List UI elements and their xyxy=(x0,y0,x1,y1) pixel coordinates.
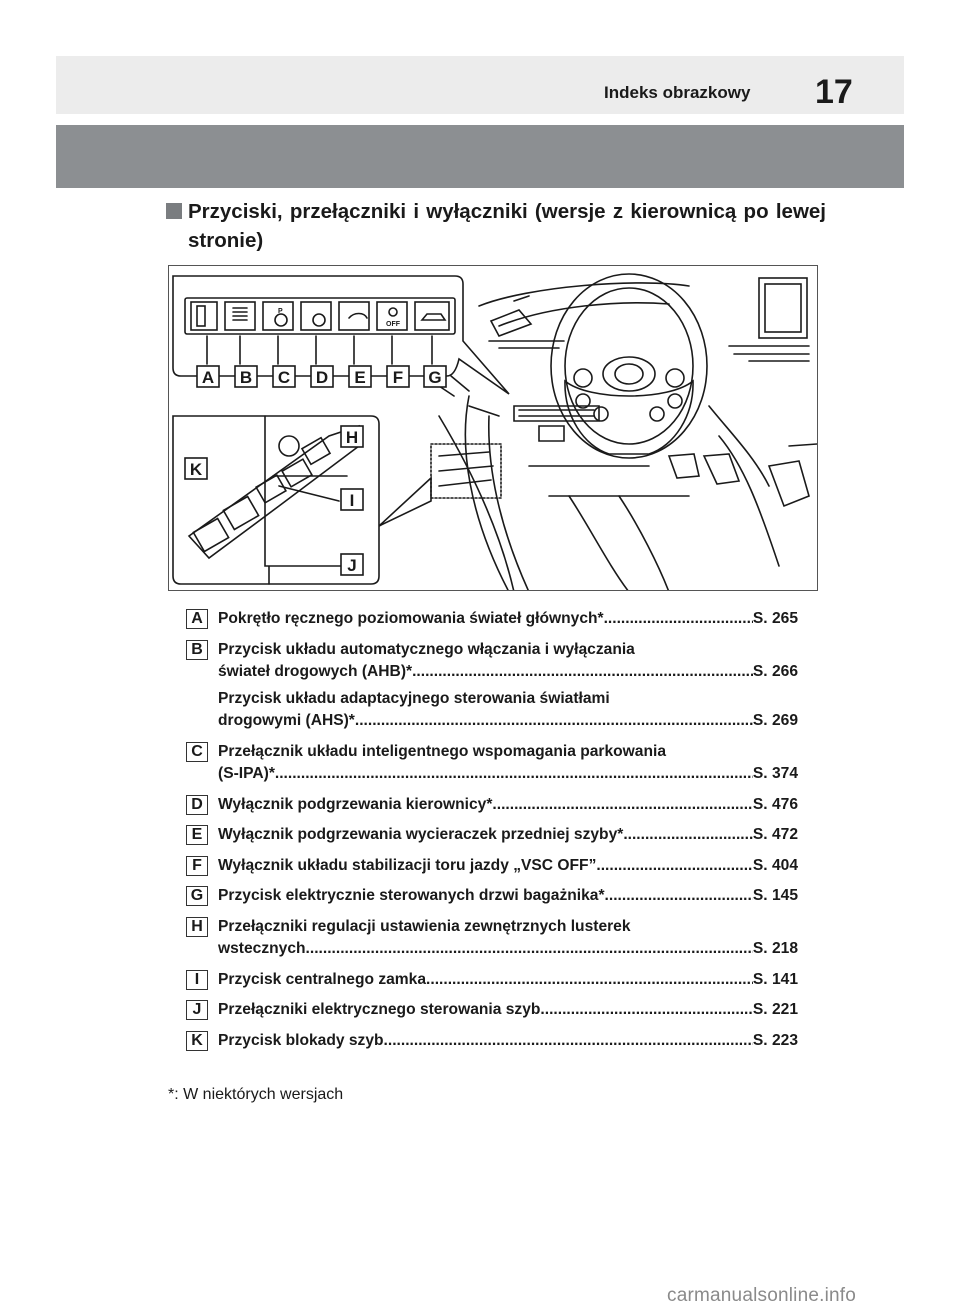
entry-page: S. 141 xyxy=(752,970,798,988)
footnote: *: W niektórych wersjach xyxy=(168,1086,344,1103)
watermark[interactable]: carmanualsonline.info xyxy=(667,1285,857,1306)
entry-key: K xyxy=(186,1031,208,1051)
entry-line: Przycisk układu automatycznego włączania i wyłączania xyxy=(218,640,635,658)
entry-line: Przełączniki regulacji ustawienia zewnętrznych lusterek xyxy=(218,917,631,935)
entry-line: Przycisk układu adaptacyjnego sterowania światłami xyxy=(218,689,610,707)
entry-key: D xyxy=(186,795,208,815)
off-button-text: OFF xyxy=(386,321,400,328)
label-f: F xyxy=(392,368,404,387)
entry-line: wstecznych ..... S. 218 xyxy=(186,938,798,961)
entry-key: G xyxy=(186,886,208,906)
entry-key: I xyxy=(186,970,208,990)
dashboard-figure xyxy=(168,265,818,591)
entry-page: S. 266 xyxy=(752,663,798,680)
entry-line: Wyłącznik układu stabilizacji toru jazdy „VSC OFF” ..... S. 404 xyxy=(186,855,798,878)
p-button-text: P xyxy=(278,308,283,315)
entry-list xyxy=(186,600,798,1052)
entry-key: E xyxy=(186,825,208,845)
entry-a xyxy=(186,608,798,631)
page-number: 17 xyxy=(815,73,853,111)
entry-page: S. 269 xyxy=(752,712,798,729)
label-j: J xyxy=(347,556,357,575)
label-b: B xyxy=(239,368,253,387)
label-c: C xyxy=(277,368,291,387)
entry-key: H xyxy=(186,917,208,937)
entry-k xyxy=(186,1030,798,1053)
label-a: A xyxy=(201,368,215,387)
entry-f xyxy=(186,855,798,878)
dashboard-illustration xyxy=(169,266,818,591)
entry-line: Przycisk blokady szyb ..... S. 223 xyxy=(186,1030,798,1053)
section-heading-text: Przyciski, przełączniki i wyłączniki (wersje z kierownicą po lewej stronie) xyxy=(188,200,826,252)
label-h: H xyxy=(345,428,359,447)
entry-key: B xyxy=(186,640,208,660)
entry-g xyxy=(186,885,798,908)
label-g: G xyxy=(428,368,442,387)
entry-page: S. 265 xyxy=(752,610,798,627)
entry-d xyxy=(186,794,798,817)
entry-i xyxy=(186,969,798,992)
entry-j xyxy=(186,999,798,1022)
header-title: Indeks obrazkowy xyxy=(604,83,751,102)
heading-bullet-icon xyxy=(166,203,182,219)
entry-page: S. 476 xyxy=(752,795,798,813)
entry-key: J xyxy=(186,1000,208,1020)
entry-key: F xyxy=(186,856,208,876)
entry-line: Przełącznik układu inteligentnego wspomagania parkowania xyxy=(218,742,666,760)
entry-line: Przycisk elektrycznie sterowanych drzwi bagażnika* ..... S. 145 xyxy=(186,885,798,908)
entry-page: S. 218 xyxy=(752,940,798,957)
label-d: D xyxy=(315,368,329,387)
entry-line: świateł drogowych (AHB)* ..... S. 266 xyxy=(186,661,798,684)
entry-line: Przycisk centralnego zamka ..... S. 141 xyxy=(186,969,798,992)
section-band xyxy=(56,125,904,188)
header-bar xyxy=(56,56,904,114)
entry-line: drogowymi (AHS)* ..... S. 269 xyxy=(186,710,798,733)
entry-page: S. 404 xyxy=(752,856,798,874)
entry-h xyxy=(186,916,798,961)
entry-line: Pokrętło ręcznego poziomowania świateł głównych* ..... S. 265 xyxy=(186,608,798,631)
label-e: E xyxy=(354,368,366,387)
entry-page: S. 472 xyxy=(752,826,798,843)
entry-page: S. 223 xyxy=(752,1031,798,1049)
entry-line: (S-IPA)* ..... S. 374 xyxy=(186,763,798,786)
entry-page: S. 374 xyxy=(752,765,798,782)
entry-c xyxy=(186,741,798,786)
entry-line: Wyłącznik podgrzewania kierownicy* ..... S. 476 xyxy=(186,794,798,817)
entry-page: S. 145 xyxy=(752,887,798,904)
entry-key: A xyxy=(186,609,208,629)
label-i: I xyxy=(349,491,355,510)
entry-e xyxy=(186,824,798,847)
entry-line: Przełączniki elektrycznego sterowania szyb ..... S. 221 xyxy=(186,999,798,1022)
entry-line: Wyłącznik podgrzewania wycieraczek przedniej szyby* ..... S. 472 xyxy=(186,824,798,847)
entry-b xyxy=(186,639,798,733)
entry-key: C xyxy=(186,742,208,762)
label-k: K xyxy=(189,460,203,479)
entry-page: S. 221 xyxy=(752,1001,798,1018)
section-heading xyxy=(166,197,826,255)
